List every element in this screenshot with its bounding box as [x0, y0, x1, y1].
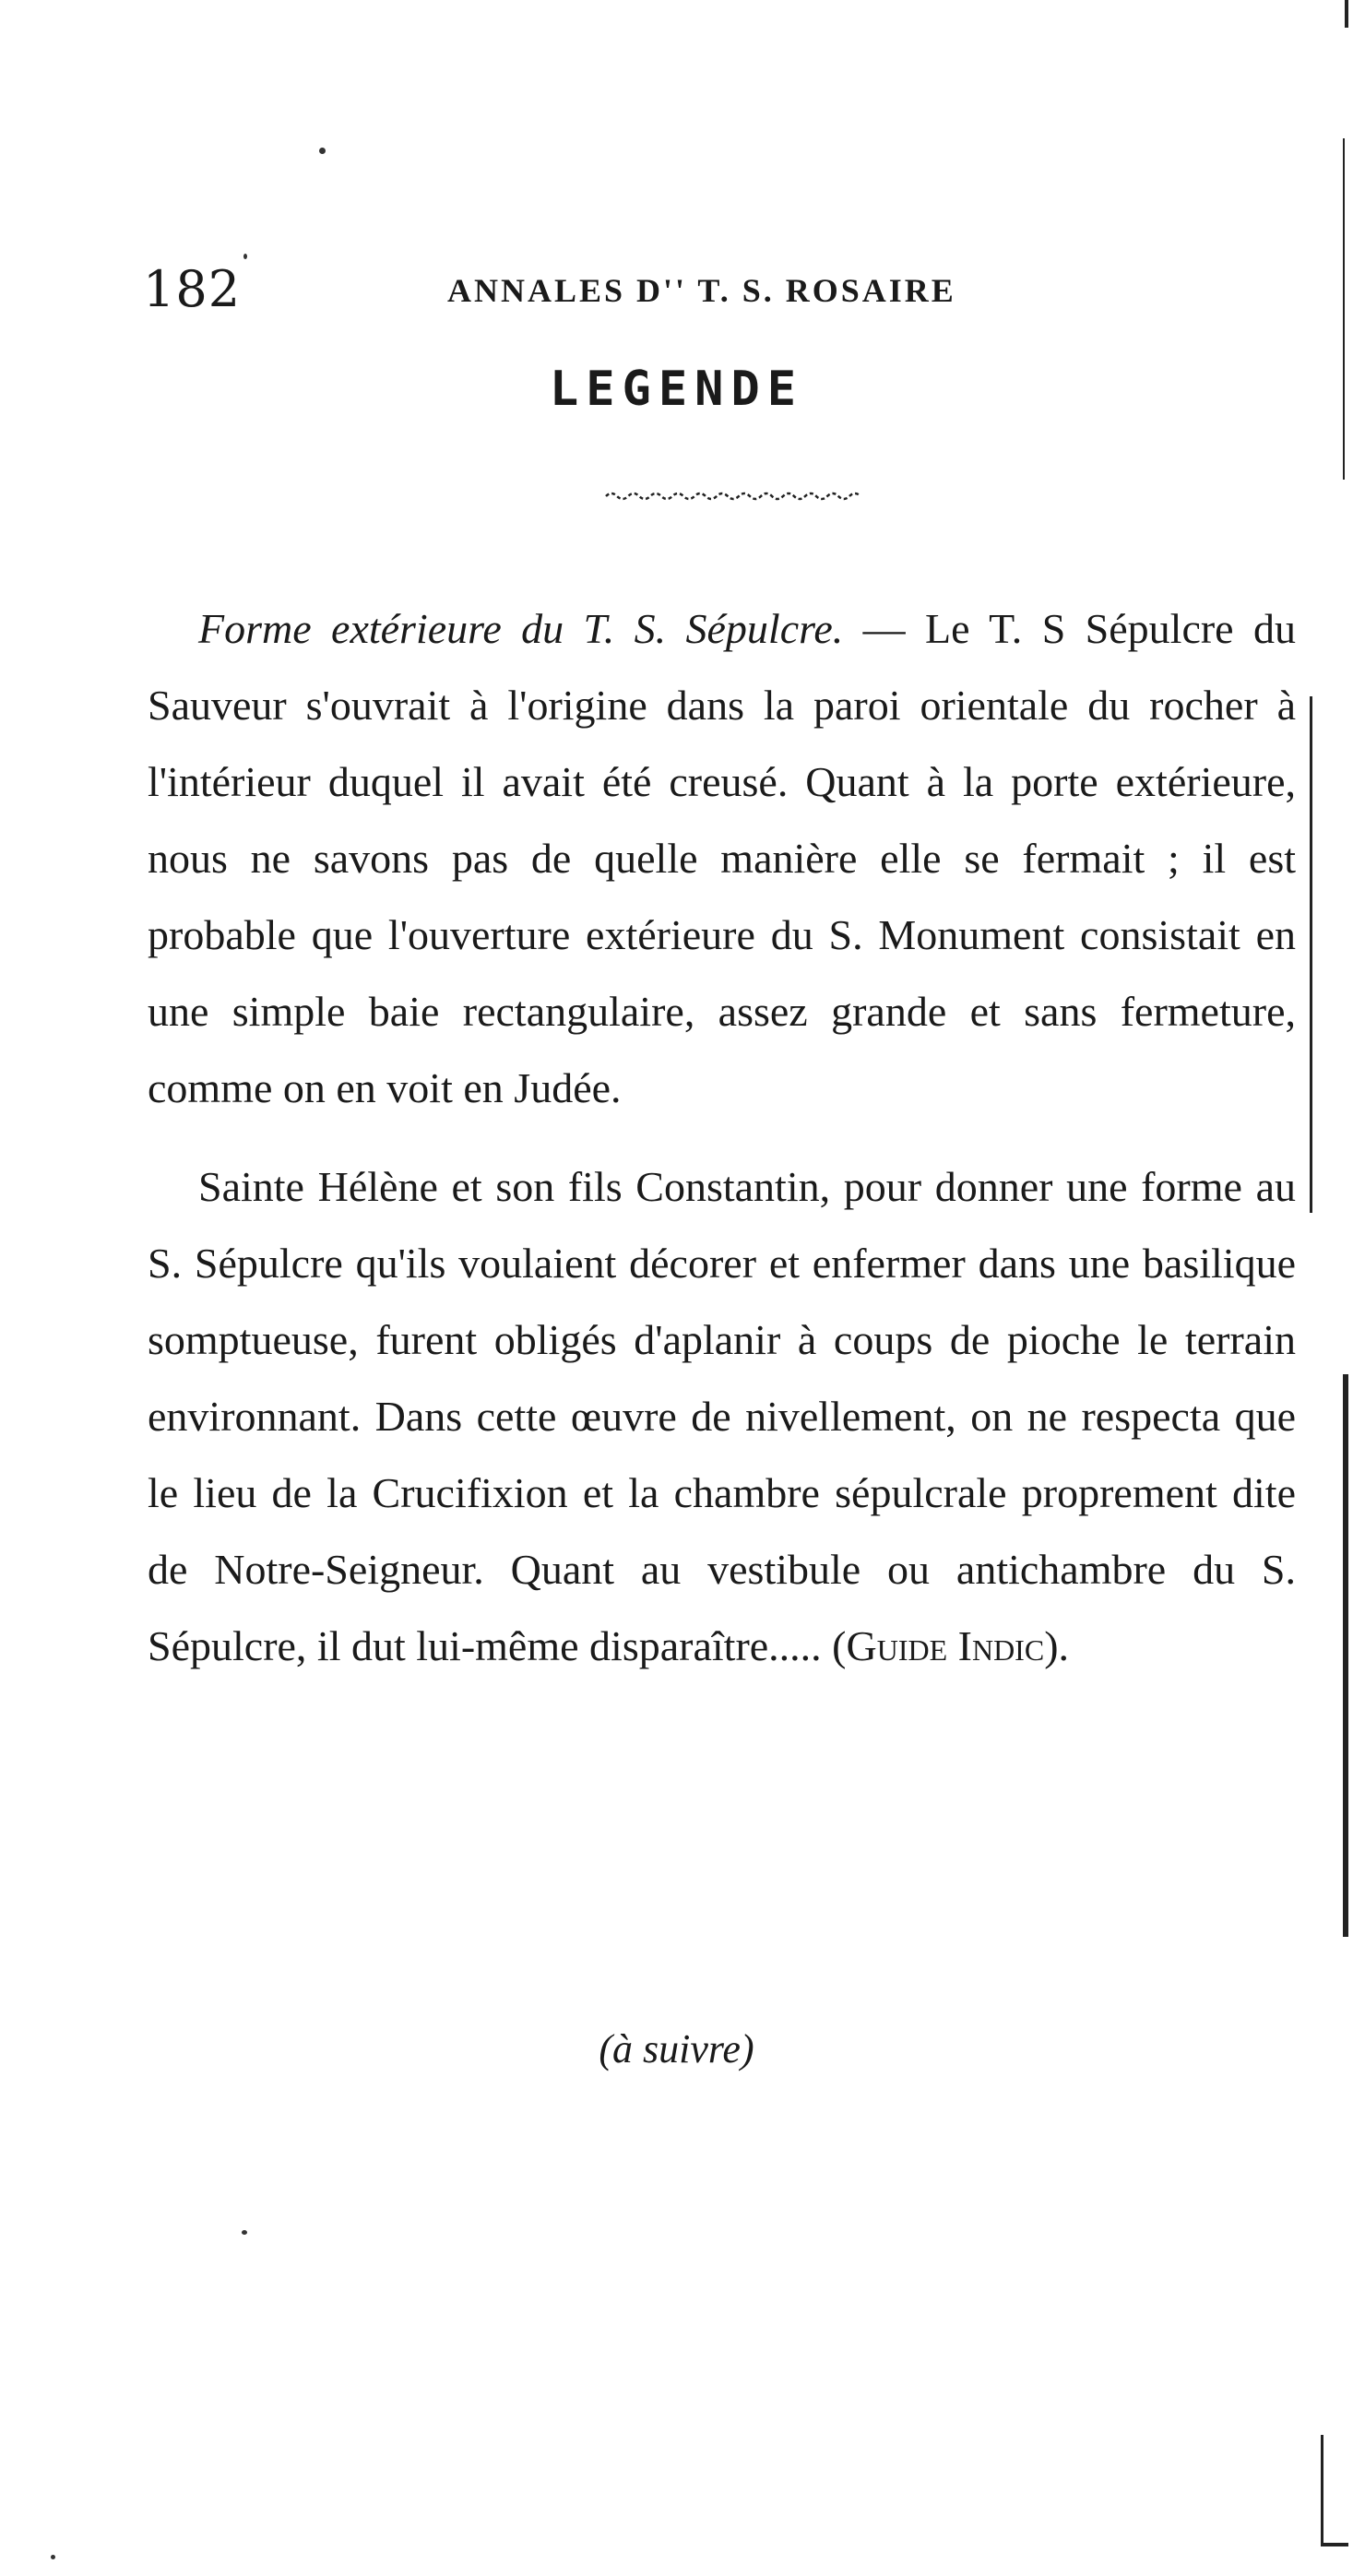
scan-edge-rule — [1343, 1374, 1348, 1937]
scan-speck — [242, 2230, 247, 2235]
paragraph-2-text: Sainte Hélène et son fils Constantin, pour donner une forme au S. Sépulcre qu'ils voulaient décorer et enfermer dans une basilique somptueuse, furent obligés d'aplanir à coups de pioche le terrain environnant. Dans cette œuvre de nivellement, on ne respecta que le lieu de la Crucifixion et la chambre sépulcrale proprement dite de Notre-Seigneur. Quant au vestibule ou antichambre du S. Sépulcre, il dut lui-même disparaître..... ( — [148, 1163, 1296, 1669]
paragraph-2-closing: ). — [1044, 1622, 1070, 1669]
paragraph-1-text: — Le T. S Sépulcre du Sauveur s'ouvrait à l'origine dans la paroi orientale du rocher à l'intérieur duquel il avait été creusé. Quant à la porte extérieure, nous ne savons pas de quelle manière elle se fermait ; il est probable que l'ouverture extérieure du S. Monument consistait en une simple baie rectangulaire, assez grande et sans fermeture, comme on en voit en Judée. — [148, 605, 1296, 1111]
running-head-title: ANNALES D'' T. S. ROSAIRE — [447, 272, 956, 309]
paragraph-2 — [148, 1148, 1296, 1684]
ornament-divider — [604, 489, 862, 504]
section-title: LEGENDE — [549, 362, 804, 417]
scan-edge-rule — [1310, 696, 1312, 1213]
scan-edge-rule — [1321, 2435, 1323, 2546]
scan-edge-rule — [1345, 0, 1348, 28]
paragraph-1 — [148, 590, 1296, 1126]
scan-edge-rule — [1343, 138, 1345, 480]
scan-speck — [243, 254, 247, 259]
continuation-note: (à suivre) — [599, 2026, 754, 2071]
scan-edge-rule — [1321, 2543, 1348, 2546]
page-number: 182 — [143, 260, 242, 318]
paragraph-2-source: Guide Indic — [846, 1622, 1045, 1669]
body-text — [148, 590, 1296, 1684]
scan-speck — [319, 148, 326, 154]
running-head — [143, 260, 1296, 325]
scan-speck — [51, 2555, 55, 2559]
paragraph-1-lead-in: Forme extérieure du T. S. Sépulcre. — [198, 605, 844, 652]
